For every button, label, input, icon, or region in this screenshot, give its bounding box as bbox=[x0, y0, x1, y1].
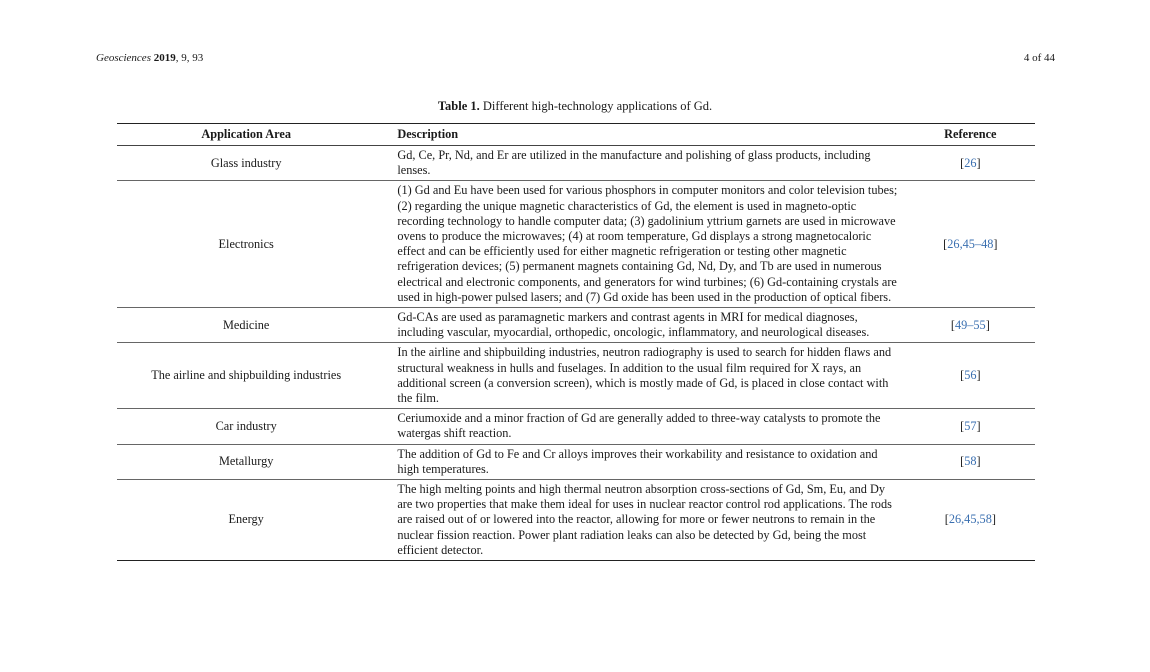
reference-cell: [26,45,58] bbox=[944, 512, 996, 527]
running-header bbox=[96, 51, 203, 65]
application-area-cell: Glass industry bbox=[117, 146, 375, 181]
table-caption bbox=[0, 98, 1150, 114]
table-row bbox=[117, 444, 1035, 479]
table-caption-text: Different high-technology applications of Gd. bbox=[479, 99, 713, 113]
table-row bbox=[117, 409, 1035, 444]
table-caption-label: Table 1. bbox=[437, 99, 480, 113]
reference-link[interactable]: 26,45,58 bbox=[948, 512, 992, 527]
reference-link[interactable]: 58 bbox=[964, 454, 977, 469]
application-area-cell: The airline and shipbuilding industries bbox=[117, 343, 375, 409]
description-cell: Gd, Ce, Pr, Nd, and Er are utilized in the manufacture and polishing of glass products, including lenses. bbox=[375, 146, 905, 181]
description-cell: In the airline and shipbuilding industries, neutron radiography is used to search for hidden flaws and structural weakness in hulls and fuselages. In addition to the usual film required for X rays, an additional screen (a conversion screen), which is mostly made of Gd, is placed in close contact with the film. bbox=[375, 343, 905, 409]
description-cell: (1) Gd and Eu have been used for various phosphors in computer monitors and color television tubes; (2) regarding the unique magnetic characteristics of Gd, the element is used in magneto-optic recording technology to handle computer data; (3) gadolinium yttrium garnets are used in microwave ovens to produce the microwaves; (4) at room temperature, Gd displays a strong magnetocaloric effect and can be efficiently used for either magnetic refrigeration or testing other magnetic refrigeration devices; (5) permanent magnets containing Gd, Nd, Dy, and Tb are used in numerous electrical and electronic components, and generators for wind turbines; (6) Gd-containing crystals are used in high-power pulsed lasers; and (7) Gd oxide has been used in the production of optical fibers. bbox=[375, 181, 905, 308]
reference-cell: [26] bbox=[906, 146, 1035, 181]
application-area-cell: Electronics bbox=[117, 181, 375, 308]
reference-link[interactable]: 56 bbox=[964, 368, 977, 383]
journal-name: Geosciences bbox=[96, 52, 151, 64]
application-area-cell: Medicine bbox=[117, 308, 375, 343]
volume-issue: , 9, 93 bbox=[175, 52, 204, 64]
column-header-reference: Reference bbox=[906, 124, 1035, 146]
reference-cell: [26,45–48] bbox=[906, 181, 1035, 308]
reference-cell: [58] bbox=[906, 444, 1035, 479]
description-cell: The addition of Gd to Fe and Cr alloys improves their workability and resistance to oxidation and high temperatures. bbox=[375, 444, 905, 479]
table-row bbox=[117, 480, 1035, 561]
reference-link[interactable]: 57 bbox=[964, 418, 977, 433]
publication-year: 2019 bbox=[153, 52, 176, 64]
application-area-cell: Car industry bbox=[117, 409, 375, 444]
reference-cell: [49–55] bbox=[906, 308, 1035, 343]
table-header-row bbox=[117, 124, 1035, 146]
reference-link[interactable]: 49–55 bbox=[954, 317, 986, 332]
table-row bbox=[117, 308, 1035, 343]
column-header-application-area: Application Area bbox=[117, 124, 375, 146]
reference-cell: [57] bbox=[906, 409, 1035, 444]
application-area-cell: Metallurgy bbox=[117, 444, 375, 479]
application-area-cell: Energy bbox=[228, 512, 264, 527]
reference-link[interactable]: 26 bbox=[964, 155, 977, 170]
description-cell: The high melting points and high thermal neutron absorption cross-sections of Gd, Sm, Eu, and Dy are two properties that make them ideal for uses in nuclear reactor control rod applications. The rods are raised out of or lowered into the reactor, allowing for more or fewer neutrons to remain in the nuclear fission reaction. Power plant radiation leaks can also be detected by Gd, being the most efficient detector. bbox=[397, 482, 892, 557]
table-row bbox=[117, 181, 1035, 308]
reference-link[interactable]: 26,45–48 bbox=[947, 236, 994, 251]
table-row bbox=[117, 146, 1035, 181]
table-row bbox=[117, 343, 1035, 409]
description-cell: Gd-CAs are used as paramagnetic markers and contrast agents in MRI for medical diagnoses, including vascular, myocardial, orthopedic, oncologic, inflammatory, and neurological diseases. bbox=[375, 308, 905, 343]
applications-table bbox=[117, 123, 1035, 561]
description-cell: Ceriumoxide and a minor fraction of Gd are generally added to three-way catalysts to promote the watergas shift reaction. bbox=[375, 409, 905, 444]
column-header-description: Description bbox=[375, 124, 905, 146]
reference-cell: [56] bbox=[906, 343, 1035, 409]
page-number: 4 of 44 bbox=[1023, 52, 1055, 64]
